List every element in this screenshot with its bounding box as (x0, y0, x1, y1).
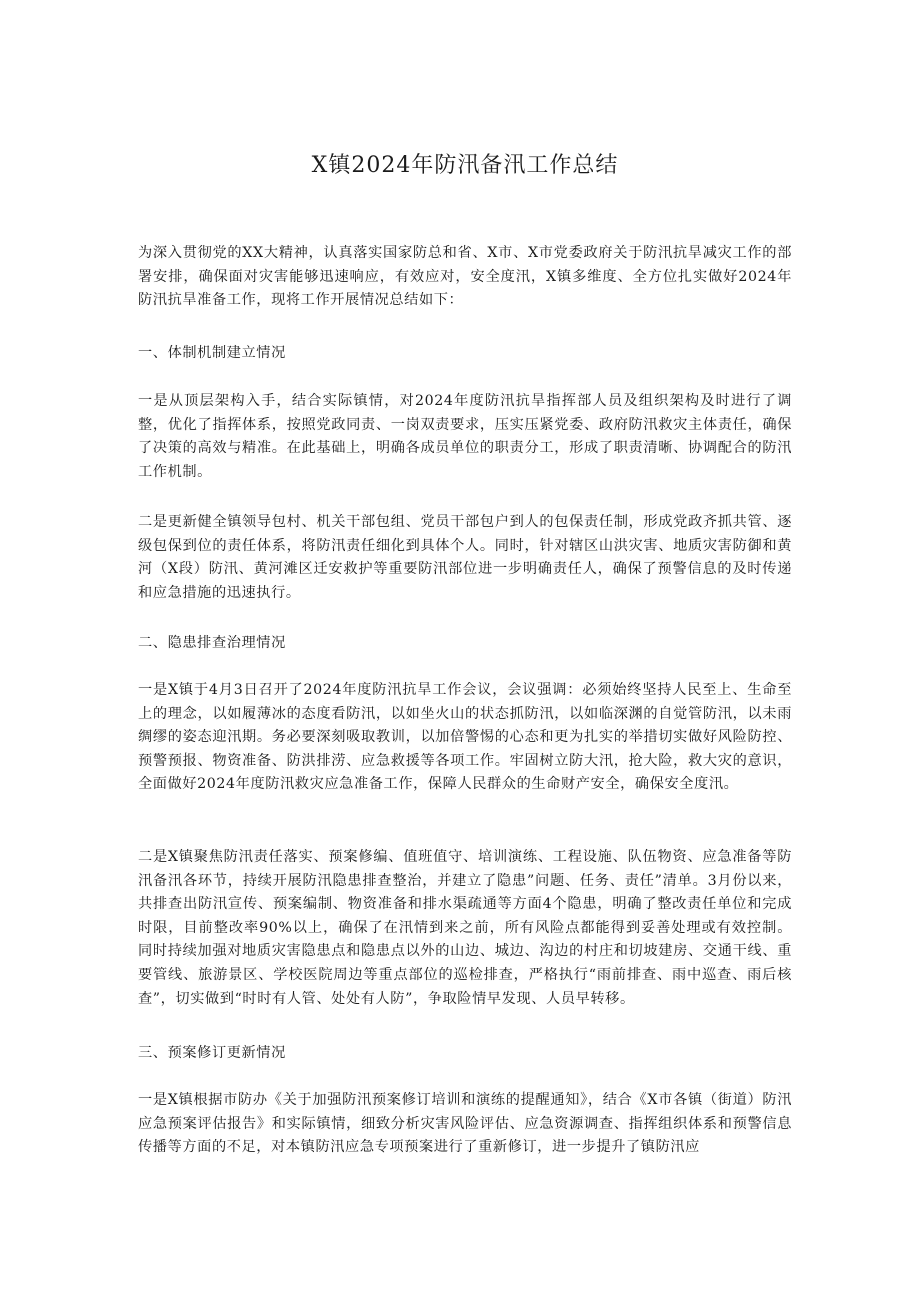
section2-paragraph-2: 二是X镇聚焦防汛责任落实、预案修编、值班值守、培训演练、工程设施、队伍物资、应急准备等防汛备汛各环节，持续开展防汛隐患排查整治，并建立了隐患”问题、任务、责任”清单。3月份以来，共排查出防汛宣传、预案编制、物资准备和排水渠疏通等方面4个隐患，明确了整改责任单位和完成时限，目前整改率90%以上，确保了在汛情到来之前，所有风险点都能得到妥善处理或有效控制。同时持续加强对地质灾害隐患点和隐患点以外的山边、城边、沟边的村庄和切坡建房、交通干线、重要管线、旅游景区、学校医院周边等重点部位的巡检排查，严格执行“雨前排查、雨中巡查、雨后核查”，切实做到“时时有人管、处处有人防”，争取险情早发现、人员早转移。 (138, 849, 792, 1007)
section3-paragraph-1: 一是X镇根据市防办《关于加强防汛预案修订培训和演练的提醒通知》，结合《X市各镇（街道）防汛应急预案评估报告》和实际镇情，细致分析灾害风险评估、应急资源调查、指挥组织体系和预警信息传播等方面的不足，对本镇防汛应急专项预案进行了重新修订，进一步提升了镇防汛应 (138, 1092, 792, 1156)
section2-paragraph-1: 一是X镇于4月3日召开了2024年度防汛抗旱工作会议，会议强调：必须始终坚持人民至上、生命至上的理念，以如履薄冰的态度看防汛，以如坐火山的状态抓防汛，以如临深渊的自觉管防汛，以未雨绸缪的姿态迎汛期。务必要深刻吸取教训，以加倍警惕的心态和更为扎实的举措切实做好风险防控、预警预报、物资准备、防洪排涝、应急救援等各项工作。牢固树立防大汛，抢大险，救大灾的意识，全面做好2024年度防汛救灾应急准备工作，保障人民群众的生命财产安全，确保安全度汛。 (138, 682, 792, 793)
section-heading-3: 三、预案修订更新情况 (138, 1045, 286, 1061)
intro-paragraph: 为深入贯彻党的XX大精神，认真落实国家防总和省、X市、X市党委政府关于防汛抗旱减灾工作的部署安排，确保面对灾害能够迅速响应，有效应对，安全度汛，X镇多维度、全方位扎实做好2024年防汛抗旱准备工作，现将工作开展情况总结如下： (138, 245, 792, 309)
document-title: X镇2024年防汛备汛工作总结 (311, 153, 619, 178)
section1-paragraph-2: 二是更新健全镇领导包村、机关干部包组、党员干部包户到人的包保责任制，形成党政齐抓共管、逐级包保到位的责任体系，将防汛责任细化到具体个人。同时，针对辖区山洪灾害、地质灾害防御和黄河（X段）防汛、黄河滩区迁安救护等重要防汛部位进一步明确责任人，确保了预警信息的及时传递和应急措施的迅速执行。 (138, 514, 792, 601)
section-heading-2: 二、隐患排查治理情况 (138, 635, 286, 651)
section1-paragraph-1: 一是从顶层架构入手，结合实际镇情，对2024年度防汛抗旱指挥部人员及组织架构及时进行了调整，优化了指挥体系，按照党政同责、一岗双责要求，压实压紧党委、政府防汛救灾主体责任，确保了决策的高效与精准。在此基础上，明确各成员单位的职责分工，形成了职责清晰、协调配合的防汛工作机制。 (138, 393, 792, 480)
section-heading-1: 一、体制机制建立情况 (138, 345, 286, 361)
